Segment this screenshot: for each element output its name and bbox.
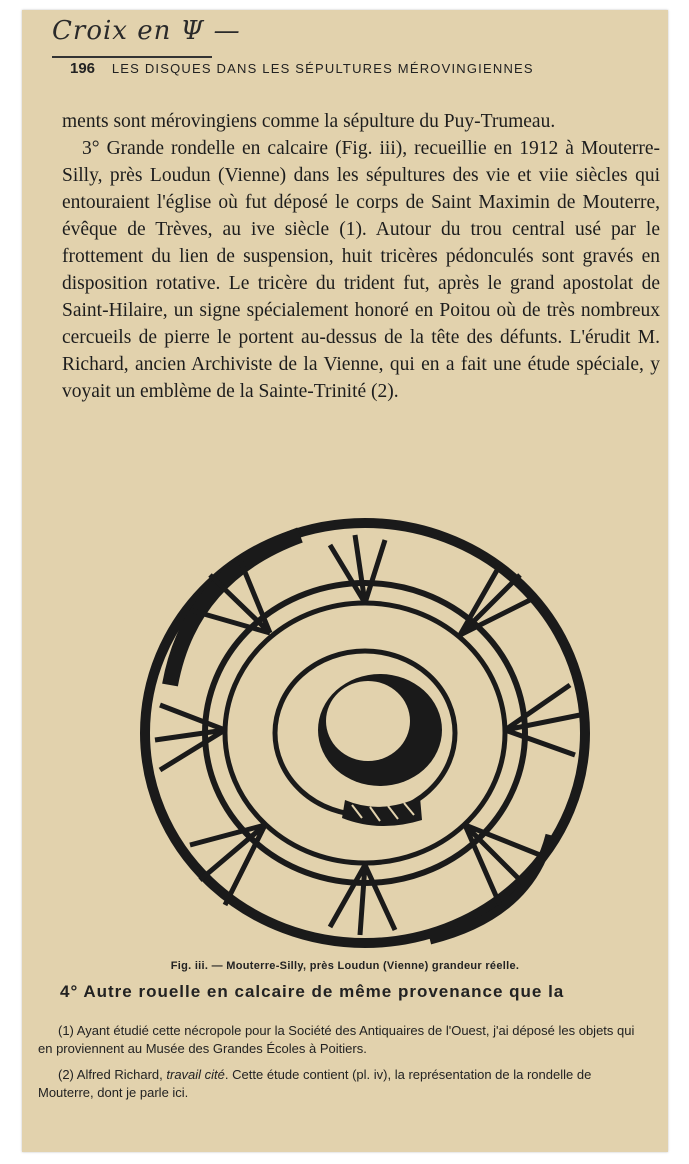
body-paragraph-3: 3° Grande rondelle en calcaire (Fig. iii), recueillie en 1912 à Mouterre-Silly, près Loudun (Vienne) dans les sépultures des vie et viie siècles qui entouraient l'église où fut déposé le corps de Saint Maximin de Mouterre, évêque de Trèves, au ive siècle (1). Autour du trou central usé par le frottement du lien de suspension, huit tricères pédonculés sont gravés en disposition rotative. Le tricère du trident fut, après le grand apostolat de Saint-Hilaire, un signe spécialement honoré en Poitou où de très nombreux cercueils de pierre le portent au-dessus de la tête des défunts. L'érudit M. Richard, ancien Archiviste de la Vienne, qui en a fait une étude spéciale, y voyait un emblème de la Sainte-Trinité (2). xyxy=(62,138,660,402)
running-title: LES DISQUES DANS LES SÉPULTURES MÉROVINGIENNES xyxy=(111,61,534,76)
body-text xyxy=(62,108,660,405)
page-number: 196 xyxy=(70,60,96,77)
handwritten-underline xyxy=(52,56,212,58)
body-paragraph-continuation: ments sont mérovingiens comme la sépulture du Puy-Trumeau. xyxy=(62,111,556,132)
footnotes xyxy=(38,1022,636,1110)
handwritten-annotation: Croix en Ψ — xyxy=(52,16,241,46)
carved-disc-illustration-icon xyxy=(130,515,600,955)
footnote-2: (2) Alfred Richard, travail cité. Cette étude contient (pl. iv), la représentation de la rondelle de Mouterre, dont je parle ici. xyxy=(38,1067,592,1100)
footnote-1: (1) Ayant étudié cette nécropole pour la Société des Antiquaires de l'Ouest, j'ai déposé les objets qui en proviennent au Musée des Grandes Écoles à Poitiers. xyxy=(38,1023,635,1056)
body-paragraph-4: 4° Autre rouelle en calcaire de même provenance que la xyxy=(60,982,565,1001)
figure-caption: Fig. iii. — Mouterre-Silly, près Loudun (Vienne) grandeur réelle. xyxy=(170,960,520,972)
page-header xyxy=(70,60,534,77)
newspaper-clipping xyxy=(22,10,668,1152)
